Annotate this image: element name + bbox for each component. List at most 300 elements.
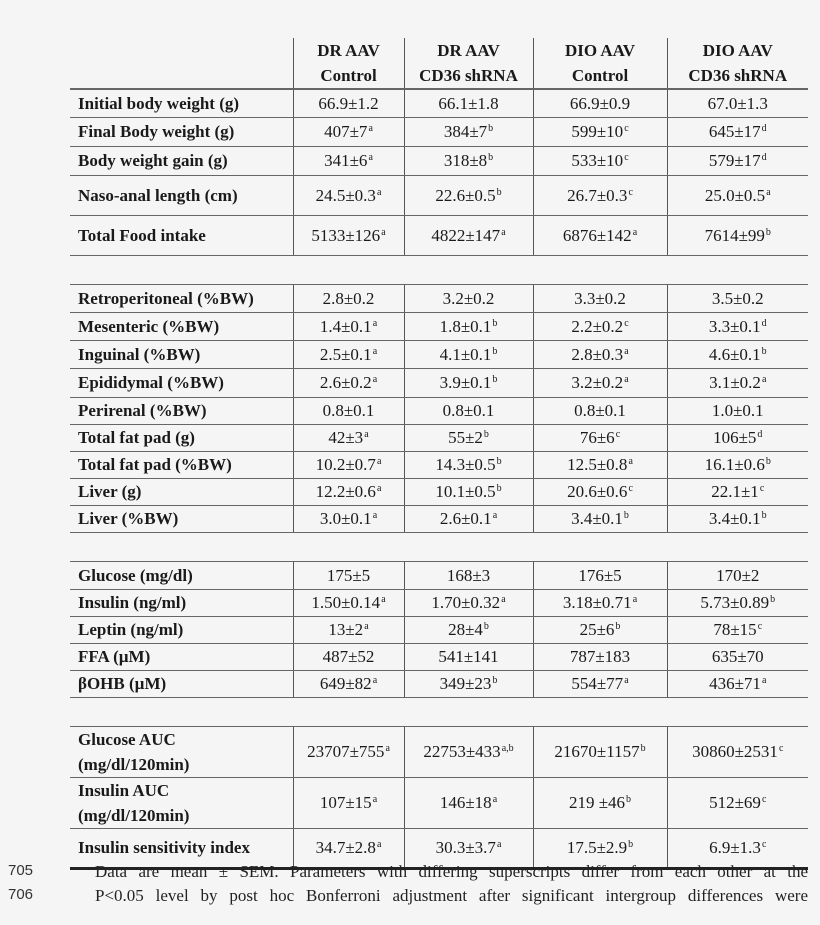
row-label-text: βOHB (µM) bbox=[78, 674, 167, 693]
value-cell bbox=[293, 89, 404, 118]
significance-superscript: a bbox=[381, 594, 386, 605]
table-row bbox=[70, 216, 808, 256]
spacer-cell bbox=[70, 698, 808, 727]
cell-value: 436±71 bbox=[709, 674, 761, 693]
cell-value: 3.3±0.2 bbox=[574, 288, 626, 308]
cell-value: 78±15 bbox=[713, 620, 757, 639]
value-cell bbox=[667, 89, 808, 118]
row-label-text: Liver (g) bbox=[78, 482, 142, 501]
value-cell bbox=[667, 617, 808, 644]
cell-value: 1.70±0.32 bbox=[431, 593, 501, 612]
significance-superscript: b bbox=[640, 743, 646, 754]
value-cell bbox=[667, 369, 808, 398]
significance-superscript: b bbox=[488, 123, 494, 134]
table-row bbox=[70, 506, 808, 533]
cell-value: 168±3 bbox=[446, 565, 491, 585]
cell-value: 13±2 bbox=[328, 620, 364, 639]
value-cell bbox=[533, 425, 667, 452]
row-label bbox=[70, 562, 293, 590]
value-cell bbox=[293, 398, 404, 425]
row-label bbox=[70, 452, 293, 479]
cell-value: 25±6 bbox=[579, 620, 615, 639]
significance-superscript: a bbox=[372, 675, 378, 686]
row-label-text: Liver (%BW) bbox=[78, 509, 179, 528]
cell-value: 107±15 bbox=[319, 793, 372, 812]
value-cell bbox=[533, 89, 667, 118]
cell-value: 599±10 bbox=[571, 122, 624, 141]
cell-value: 407±7 bbox=[324, 122, 368, 141]
value-cell bbox=[533, 671, 667, 698]
value-cell bbox=[667, 176, 808, 216]
table-row bbox=[70, 425, 808, 452]
table-row bbox=[70, 671, 808, 698]
significance-superscript: c bbox=[624, 152, 629, 163]
table-row bbox=[70, 644, 808, 671]
significance-superscript: a bbox=[376, 186, 382, 198]
row-label-text: Leptin (ng/ml) bbox=[78, 620, 184, 639]
value-cell bbox=[293, 147, 404, 176]
value-cell bbox=[404, 590, 533, 617]
significance-superscript: d bbox=[761, 317, 767, 329]
value-cell bbox=[533, 479, 667, 506]
significance-superscript: c bbox=[624, 123, 629, 134]
cell-value: 1.8±0.1 bbox=[439, 316, 492, 336]
cell-value: 3.4±0.1 bbox=[571, 509, 623, 528]
table-row bbox=[70, 176, 808, 216]
significance-superscript: c bbox=[624, 317, 629, 329]
significance-superscript: a bbox=[632, 226, 638, 238]
significance-superscript: c bbox=[759, 483, 765, 494]
cell-value: 649±82 bbox=[319, 674, 372, 693]
cell-value: 20.6±0.6 bbox=[567, 482, 628, 501]
cell-value: 16.1±0.6 bbox=[704, 455, 765, 474]
row-label-text: Total Food intake bbox=[78, 225, 206, 245]
cell-value: 4.6±0.1 bbox=[708, 344, 761, 364]
value-cell bbox=[533, 118, 667, 147]
significance-superscript: b bbox=[492, 345, 498, 357]
value-cell bbox=[293, 562, 404, 590]
table-row bbox=[70, 118, 808, 147]
cell-value: 66.9±1.2 bbox=[318, 93, 379, 113]
cell-value: 28±4 bbox=[448, 620, 483, 639]
cell-value: 67.0±1.3 bbox=[707, 93, 768, 113]
value-cell bbox=[533, 452, 667, 479]
cell-value: 0.8±0.1 bbox=[574, 401, 626, 420]
value-cell bbox=[404, 313, 533, 341]
value-cell bbox=[293, 425, 404, 452]
significance-superscript: a bbox=[364, 621, 369, 632]
significance-superscript: b bbox=[615, 621, 621, 632]
cell-value: 30.3±3.7 bbox=[435, 838, 496, 857]
cell-value: 66.1±1.8 bbox=[438, 93, 499, 113]
row-label-unit: (mg/dl/120min) bbox=[78, 806, 190, 825]
row-label-text: Mesenteric (%BW) bbox=[78, 316, 220, 336]
value-cell bbox=[404, 118, 533, 147]
table-row bbox=[70, 313, 808, 341]
row-label-text: Initial body weight (g) bbox=[78, 93, 240, 113]
value-cell bbox=[404, 644, 533, 671]
results-table bbox=[70, 38, 808, 870]
row-label bbox=[70, 644, 293, 671]
cell-value: 3.2±0.2 bbox=[571, 373, 624, 392]
cell-value: 22753±433 bbox=[423, 742, 501, 761]
cell-value: 635±70 bbox=[711, 647, 764, 666]
significance-superscript: a bbox=[501, 594, 506, 605]
significance-superscript: c bbox=[761, 794, 767, 805]
row-label-text: Body weight gain (g) bbox=[78, 151, 228, 170]
cell-value: 12.5±0.8 bbox=[567, 455, 628, 474]
cell-value: 0.8±0.1 bbox=[322, 401, 375, 420]
significance-superscript: a bbox=[385, 743, 390, 754]
significance-superscript: a bbox=[368, 152, 373, 163]
significance-superscript: a bbox=[372, 374, 378, 385]
row-label bbox=[70, 727, 293, 778]
header-line1: DR AAV bbox=[437, 41, 500, 60]
cell-value: 1.0±0.1 bbox=[711, 401, 764, 420]
significance-superscript: b bbox=[496, 483, 502, 494]
significance-superscript: b bbox=[492, 317, 498, 329]
value-cell bbox=[404, 398, 533, 425]
row-label bbox=[70, 617, 293, 644]
header-line1: DIO AAV bbox=[564, 41, 636, 60]
header-line2: Control bbox=[320, 66, 377, 85]
table-row bbox=[70, 562, 808, 590]
significance-superscript: b bbox=[483, 621, 489, 632]
cell-value: 2.5±0.1 bbox=[319, 344, 372, 364]
cell-value: 533±10 bbox=[571, 151, 624, 170]
significance-superscript: c bbox=[761, 839, 767, 850]
header-line2: CD36 shRNA bbox=[419, 66, 518, 85]
significance-superscript: a bbox=[372, 794, 378, 805]
results-table-container bbox=[70, 38, 808, 870]
cell-value: 487±52 bbox=[322, 647, 375, 666]
significance-superscript: b bbox=[765, 456, 771, 467]
value-cell bbox=[667, 216, 808, 256]
value-cell bbox=[404, 341, 533, 369]
cell-value: 14.3±0.5 bbox=[435, 455, 496, 474]
cell-value: 55±2 bbox=[448, 428, 483, 447]
significance-superscript: a bbox=[766, 186, 771, 198]
significance-superscript: a bbox=[381, 226, 386, 238]
cell-value: 2.2±0.2 bbox=[571, 316, 624, 336]
row-label bbox=[70, 671, 293, 698]
significance-superscript: a bbox=[496, 839, 502, 850]
cell-value: 554±77 bbox=[571, 674, 624, 693]
row-label-text: Inguinal (%BW) bbox=[78, 344, 201, 364]
significance-superscript: a bbox=[624, 675, 629, 686]
row-label-text: Insulin sensitivity index bbox=[78, 838, 250, 857]
value-cell bbox=[667, 147, 808, 176]
row-label bbox=[70, 425, 293, 452]
value-cell bbox=[293, 216, 404, 256]
row-label bbox=[70, 118, 293, 147]
cell-value: 30860±2531 bbox=[692, 742, 778, 761]
cell-value: 7614±99 bbox=[704, 225, 765, 245]
cell-value: 176±5 bbox=[578, 565, 622, 585]
significance-superscript: a bbox=[761, 374, 767, 385]
header-line1: DIO AAV bbox=[702, 41, 773, 60]
value-cell bbox=[533, 313, 667, 341]
row-label bbox=[70, 216, 293, 256]
table-row bbox=[70, 479, 808, 506]
significance-superscript: d bbox=[761, 123, 767, 134]
significance-superscript: a bbox=[368, 123, 373, 134]
table-row bbox=[70, 285, 808, 313]
significance-superscript: a bbox=[624, 374, 629, 385]
value-cell bbox=[404, 369, 533, 398]
significance-superscript: b bbox=[628, 839, 634, 850]
value-cell bbox=[667, 562, 808, 590]
value-cell bbox=[293, 176, 404, 216]
header-dio-shrna bbox=[667, 38, 808, 89]
value-cell bbox=[533, 176, 667, 216]
footnote-text: P<0.05 level by post hoc Bonferroni adjustment after significant intergroup differences were bbox=[95, 886, 808, 905]
cell-value: 2.6±0.1 bbox=[439, 509, 492, 528]
cell-value: 34.7±2.8 bbox=[315, 838, 376, 857]
cell-value: 12.2±0.6 bbox=[315, 482, 376, 501]
significance-superscript: a bbox=[376, 456, 382, 467]
table-row bbox=[70, 89, 808, 118]
cell-value: 787±183 bbox=[569, 647, 631, 666]
significance-superscript: b bbox=[496, 456, 502, 467]
table-row bbox=[70, 341, 808, 369]
significance-superscript: d bbox=[761, 152, 767, 163]
cell-value: 175±5 bbox=[326, 565, 371, 585]
cell-value: 219 ±46 bbox=[568, 793, 626, 812]
cell-value: 512±69 bbox=[709, 793, 761, 812]
row-label-text: Final Body weight (g) bbox=[78, 122, 235, 141]
significance-superscript: a bbox=[628, 456, 633, 467]
value-cell bbox=[404, 89, 533, 118]
row-label-text: Insulin (ng/ml) bbox=[78, 593, 187, 612]
line-number: 705 bbox=[8, 862, 34, 879]
value-cell bbox=[404, 671, 533, 698]
table-row bbox=[70, 398, 808, 425]
value-cell bbox=[293, 506, 404, 533]
header-line2: CD36 shRNA bbox=[688, 66, 788, 85]
row-label bbox=[70, 285, 293, 313]
cell-value: 1.50±0.14 bbox=[311, 593, 381, 612]
value-cell bbox=[533, 617, 667, 644]
significance-superscript: a bbox=[376, 839, 382, 850]
significance-superscript: b bbox=[483, 429, 489, 440]
significance-superscript: b bbox=[761, 510, 767, 521]
significance-superscript: b bbox=[770, 594, 776, 605]
value-cell bbox=[293, 778, 404, 829]
row-label bbox=[70, 341, 293, 369]
row-label-text: Retroperitoneal (%BW) bbox=[78, 288, 254, 308]
value-cell bbox=[293, 479, 404, 506]
significance-superscript: a bbox=[364, 429, 369, 440]
header-dr-shrna bbox=[404, 38, 533, 89]
value-cell bbox=[533, 216, 667, 256]
cell-value: 5133±126 bbox=[311, 225, 381, 245]
value-cell bbox=[404, 727, 533, 778]
significance-superscript: a bbox=[501, 226, 506, 238]
value-cell bbox=[533, 341, 667, 369]
significance-superscript: b bbox=[488, 152, 494, 163]
cell-value: 541±141 bbox=[438, 647, 499, 666]
row-label-text: Naso-anal length (cm) bbox=[78, 185, 238, 205]
cell-value: 26.7±0.3 bbox=[567, 185, 628, 205]
significance-superscript: c bbox=[778, 743, 784, 754]
value-cell bbox=[667, 727, 808, 778]
cell-value: 579±17 bbox=[708, 151, 761, 170]
cell-value: 76±6 bbox=[579, 428, 615, 447]
table-row bbox=[70, 778, 808, 829]
value-cell bbox=[533, 147, 667, 176]
cell-value: 42±3 bbox=[328, 428, 364, 447]
value-cell bbox=[533, 285, 667, 313]
value-cell bbox=[404, 506, 533, 533]
significance-superscript: c bbox=[628, 186, 633, 198]
row-label-text: Total fat pad (g) bbox=[78, 428, 195, 447]
value-cell bbox=[404, 147, 533, 176]
significance-superscript: a bbox=[492, 510, 498, 521]
cell-value: 106±5 bbox=[713, 428, 757, 447]
value-cell bbox=[667, 506, 808, 533]
significance-superscript: b bbox=[626, 794, 632, 805]
value-cell bbox=[667, 590, 808, 617]
cell-value: 25.0±0.5 bbox=[704, 185, 766, 205]
spacer-cell bbox=[70, 533, 808, 562]
value-cell bbox=[533, 644, 667, 671]
value-cell bbox=[667, 398, 808, 425]
cell-value: 3.2±0.2 bbox=[442, 288, 495, 308]
row-label-text: Glucose AUC bbox=[78, 730, 176, 749]
value-cell bbox=[533, 590, 667, 617]
cell-value: 3.4±0.1 bbox=[708, 509, 761, 528]
cell-value: 4.1±0.1 bbox=[439, 344, 492, 364]
cell-value: 0.8±0.1 bbox=[442, 401, 495, 420]
value-cell bbox=[404, 176, 533, 216]
significance-superscript: a bbox=[624, 345, 629, 357]
cell-value: 3.9±0.1 bbox=[439, 373, 492, 392]
footnote-text: Data are mean ± SEM. Parameters with differing superscripts differ from each other at the bbox=[95, 862, 808, 881]
cell-value: 3.3±0.1 bbox=[708, 316, 761, 336]
row-label bbox=[70, 147, 293, 176]
significance-superscript: b bbox=[492, 374, 498, 385]
row-label-text: Glucose (mg/dl) bbox=[78, 565, 193, 585]
cell-value: 3.18±0.71 bbox=[562, 593, 632, 612]
cell-value: 22.6±0.5 bbox=[435, 185, 496, 205]
value-cell bbox=[293, 452, 404, 479]
value-cell bbox=[293, 671, 404, 698]
header-line2: Control bbox=[571, 66, 629, 85]
header-blank bbox=[70, 38, 293, 89]
cell-value: 349±23 bbox=[439, 674, 492, 693]
value-cell bbox=[667, 313, 808, 341]
value-cell bbox=[404, 479, 533, 506]
significance-superscript: a bbox=[372, 345, 378, 357]
value-cell bbox=[404, 778, 533, 829]
significance-superscript: a bbox=[632, 594, 638, 605]
value-cell bbox=[293, 313, 404, 341]
value-cell bbox=[293, 590, 404, 617]
row-label-unit: (mg/dl/120min) bbox=[78, 755, 190, 774]
value-cell bbox=[293, 369, 404, 398]
cell-value: 645±17 bbox=[708, 122, 761, 141]
row-label-text: Total fat pad (%BW) bbox=[78, 455, 232, 474]
value-cell bbox=[533, 727, 667, 778]
significance-superscript: c bbox=[628, 483, 633, 494]
cell-value: 4822±147 bbox=[431, 225, 501, 245]
value-cell bbox=[533, 506, 667, 533]
significance-superscript: a bbox=[372, 317, 378, 329]
table-body bbox=[70, 89, 808, 869]
value-cell bbox=[667, 425, 808, 452]
significance-superscript: a bbox=[372, 510, 378, 521]
significance-superscript: c bbox=[757, 621, 763, 632]
significance-superscript: b bbox=[492, 675, 498, 686]
value-cell bbox=[404, 285, 533, 313]
cell-value: 6.9±1.3 bbox=[709, 838, 761, 857]
cell-value: 23707±755 bbox=[307, 742, 385, 761]
cell-value: 10.2±0.7 bbox=[315, 455, 376, 474]
table-row bbox=[70, 617, 808, 644]
row-label bbox=[70, 506, 293, 533]
value-cell bbox=[667, 479, 808, 506]
section-spacer bbox=[70, 698, 808, 727]
table-row bbox=[70, 369, 808, 398]
cell-value: 318±8 bbox=[443, 151, 488, 170]
value-cell bbox=[404, 452, 533, 479]
cell-value: 21670±1157 bbox=[554, 742, 640, 761]
cell-value: 24.5±0.3 bbox=[315, 185, 376, 205]
cell-value: 22.1±1 bbox=[711, 482, 759, 501]
row-label bbox=[70, 176, 293, 216]
value-cell bbox=[293, 727, 404, 778]
cell-value: 341±6 bbox=[324, 151, 368, 170]
value-cell bbox=[667, 644, 808, 671]
spacer-cell bbox=[70, 256, 808, 285]
row-label bbox=[70, 313, 293, 341]
value-cell bbox=[293, 118, 404, 147]
cell-value: 3.5±0.2 bbox=[711, 288, 764, 308]
cell-value: 384±7 bbox=[443, 122, 488, 141]
section-spacer bbox=[70, 256, 808, 285]
significance-superscript: b bbox=[761, 345, 767, 357]
value-cell bbox=[404, 216, 533, 256]
header-row bbox=[70, 38, 808, 89]
cell-value: 2.8±0.2 bbox=[322, 288, 375, 308]
cell-value: 66.9±0.9 bbox=[569, 93, 631, 113]
cell-value: 146±18 bbox=[439, 793, 492, 812]
header-dr-control bbox=[293, 38, 404, 89]
cell-value: 170±2 bbox=[716, 565, 760, 585]
section-spacer bbox=[70, 533, 808, 562]
header-line1: DR AAV bbox=[317, 41, 380, 60]
row-label-text: Perirenal (%BW) bbox=[78, 401, 207, 420]
value-cell bbox=[533, 562, 667, 590]
value-cell bbox=[667, 671, 808, 698]
row-label-text: Epididymal (%BW) bbox=[78, 373, 224, 392]
significance-superscript: b bbox=[765, 226, 771, 238]
significance-superscript: a bbox=[761, 675, 767, 686]
row-label-text: Insulin AUC bbox=[78, 781, 170, 800]
header-dio-control bbox=[533, 38, 667, 89]
table-row bbox=[70, 147, 808, 176]
value-cell bbox=[667, 285, 808, 313]
value-cell bbox=[293, 644, 404, 671]
cell-value: 2.8±0.3 bbox=[571, 344, 624, 364]
cell-value: 3.1±0.2 bbox=[709, 373, 761, 392]
row-label bbox=[70, 398, 293, 425]
row-label bbox=[70, 590, 293, 617]
significance-superscript: a bbox=[376, 483, 382, 494]
significance-superscript: b bbox=[623, 510, 629, 521]
cell-value: 17.5±2.9 bbox=[566, 838, 628, 857]
